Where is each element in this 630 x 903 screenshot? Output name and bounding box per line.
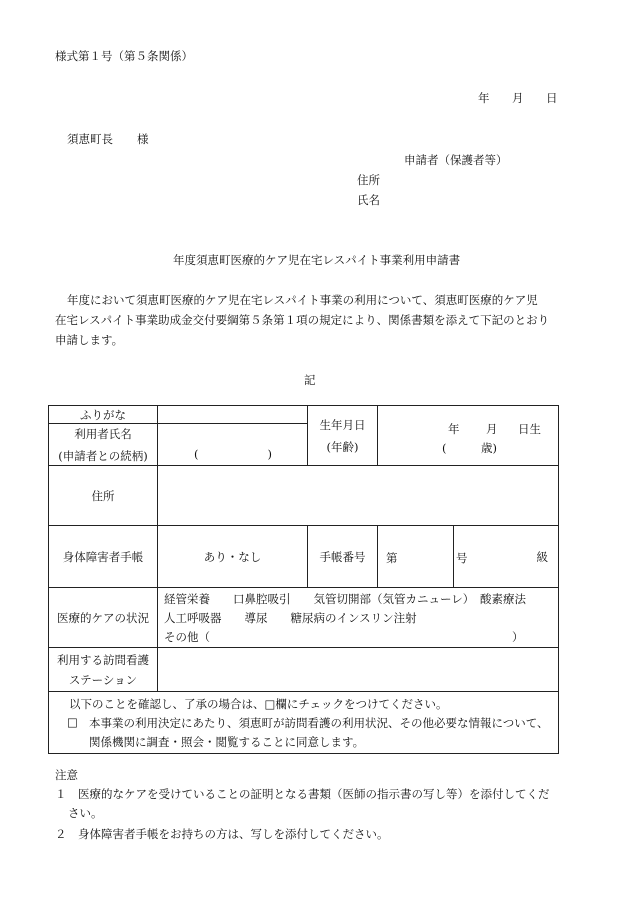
birthdate-label: 生年月日 [319,417,366,432]
address-label: 住所 [357,173,380,187]
birth-day-label: 日生 [518,421,541,436]
age-label: (年齢) [326,439,359,454]
station-label-line-2: ステーション [68,672,138,687]
user-name-label: 利用者氏名 [74,426,132,441]
confirm-instruction: 以下のことを確認し、了承の場合は、□欄にチェックをつけてください。 [69,697,448,711]
age-field: ( 歳) [442,440,497,455]
applicant-label: 申請者（保護者等） [404,153,508,167]
body-line-1: 年度において須恵町医療的ケア児在宅レスパイト事業の利用について、須恵町医療的ケア児 [67,293,538,307]
book-number-field[interactable] [378,526,468,588]
birthdate-field[interactable] [378,406,559,466]
station-field[interactable] [158,648,559,692]
address-label-cell: 住所 [49,466,158,526]
note-1-line-2: さい。 [68,806,103,820]
note-1-line-1: 医療的なケアを受けていることの証明となる書類（医師の指示書の写し等）を添付してくだ [78,787,550,801]
body-line-3: 申請します。 [55,333,124,347]
address-field[interactable] [158,466,559,526]
care-status-field[interactable] [158,588,559,648]
furigana-field[interactable] [158,406,308,424]
consent-cell [49,692,559,754]
note-2-number: ２ [55,827,67,841]
body-line-2: 在宅レスパイト事業助成金交付要綱第５条第１項の規定により、関係書類を添えて下記のとおり [55,313,550,327]
date-year-label: 年 [478,91,490,105]
station-label-cell [49,648,158,692]
birth-year-label: 年 [448,421,460,436]
consent-text-line-1: 本事業の利用決定にあたり、須恵町が訪問看護の利用状況、その他必要な情報について、 [89,716,549,730]
notes-heading: 注意 [55,768,78,782]
addressee-suffix: 様 [137,132,149,146]
document-title: 年度須恵町医療的ケア児在宅レスパイト事業利用申請書 [173,253,461,267]
note-2-line-1: 身体障害者手帳をお持ちの方は、写しを添付してください。 [78,827,389,841]
user-name-field[interactable] [158,424,308,466]
dai-label: 第 [386,550,398,565]
disability-yes-no[interactable]: あり・なし [158,526,308,588]
care-other-close: ） [512,630,524,644]
care-options-line-1: 経管栄養 口鼻腔吸引 気管切開部（気管カニューレ） 酸素療法 [164,592,527,606]
disability-book-label: 身体障害者手帳 [49,526,158,588]
consent-checkbox[interactable]: □ [67,715,78,729]
birthdate-label-cell [308,406,378,466]
go-label: 号 [456,550,468,565]
relation-label: (申請者との続柄) [58,448,148,463]
date-month-label: 月 [512,91,524,105]
date-day-label: 日 [546,91,558,105]
note-1-number: １ [55,787,67,801]
furigana-label: ふりがな [49,406,158,424]
grade-field[interactable]: 級 [454,526,559,588]
consent-text-line-2: 関係機関に調査・照会・閲覧することに同意します。 [89,735,365,749]
relation-field: ( ) [194,447,272,461]
application-form-table [48,405,559,754]
user-name-label-cell [49,424,158,466]
station-label-line-1: 利用する訪問看護 [57,652,149,667]
care-status-label: 医療的ケアの状況 [49,588,158,648]
form-number: 様式第１号（第５条関係） [55,49,193,63]
care-other-label: その他（ [164,630,210,644]
ki-mark: 記 [304,373,316,387]
book-number-label: 手帳番号 [308,526,378,588]
addressee: 須恵町長 [67,132,113,146]
care-options-line-2: 人工呼吸器 導尿 糖尿病のインスリン注射 [164,611,417,625]
birth-month-label: 月 [486,421,498,436]
name-label: 氏名 [357,193,380,207]
